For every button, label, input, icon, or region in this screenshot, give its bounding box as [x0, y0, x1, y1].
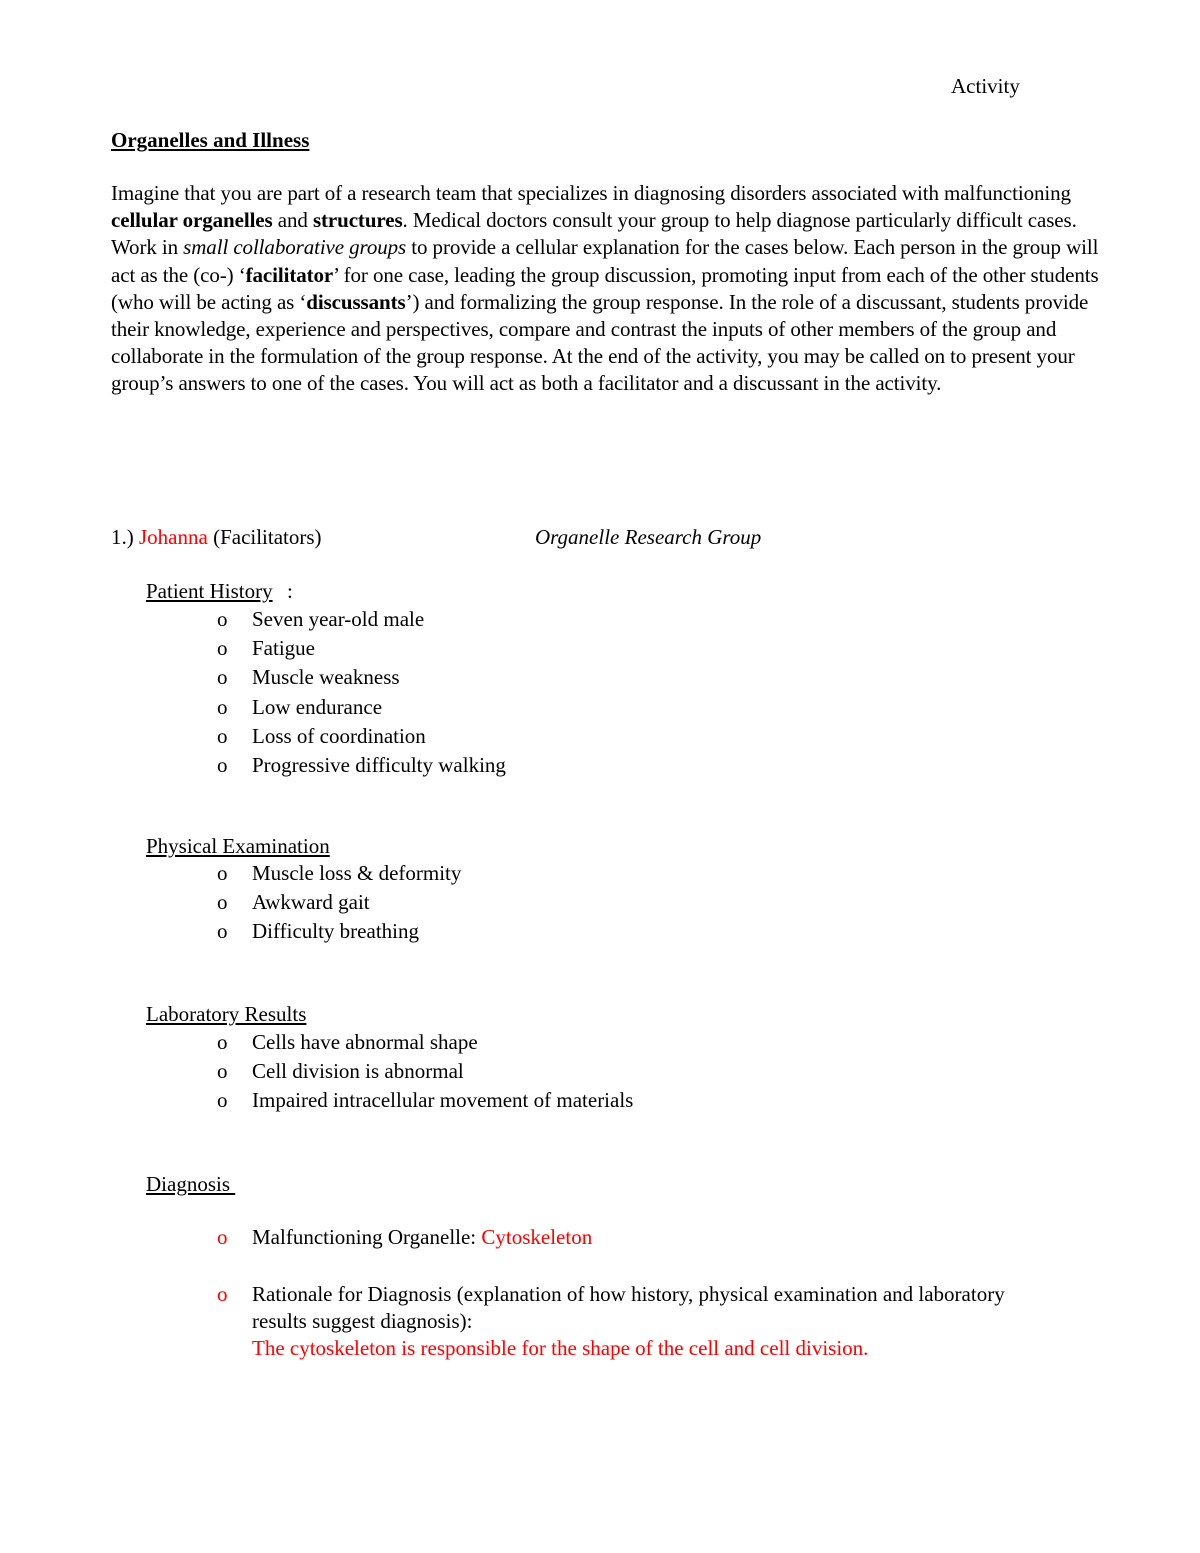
- list-item: [215, 752, 506, 781]
- organelle-answer: Cytoskeleton: [481, 1225, 593, 1249]
- list-item: [215, 1058, 633, 1087]
- patient-history-list: [215, 606, 506, 781]
- document-title: Organelles and Illness: [111, 128, 310, 152]
- list-item-text: Loss of coordination: [252, 723, 426, 748]
- intro-italic-groups: small collaborative groups: [183, 235, 407, 260]
- case-student-name: Johanna: [139, 525, 208, 549]
- case-role: (Facilitators): [207, 525, 322, 549]
- list-item-text: Difficulty breathing: [252, 919, 419, 944]
- list-item: [215, 1029, 633, 1058]
- list-item: [215, 664, 506, 693]
- list-item: [215, 1087, 633, 1116]
- list-item-text: Cell division is abnormal: [252, 1059, 464, 1084]
- list-item-text: Progressive difficulty walking: [252, 752, 506, 777]
- organelle-label: Malfunctioning Organelle:: [252, 1225, 482, 1249]
- list-item-text: Cells have abnormal shape: [252, 1030, 478, 1054]
- patient-history-label: Patient History: [146, 579, 273, 603]
- patient-history-colon: :: [287, 579, 293, 603]
- case-group-name: Organelle Research Group: [535, 525, 762, 549]
- intro-bold-structures: structures: [312, 208, 403, 233]
- lab-results-list: [215, 1029, 633, 1117]
- list-item: [215, 889, 461, 918]
- list-item-text: Awkward gait: [252, 890, 370, 915]
- list-item: [215, 635, 506, 664]
- intro-bold-discussants: discussants: [306, 289, 406, 314]
- intro-bold-organelles: cellular organelles: [111, 208, 273, 233]
- bullet-marker: o: [217, 919, 228, 944]
- intro-bold-facilitator: facilitator: [245, 262, 334, 287]
- case-number: 1.): [111, 525, 139, 549]
- intro-text-3: . Medical doctors consult your group to help diagnose particularly difficult cases. Work in: [111, 208, 1077, 260]
- list-item: [215, 606, 506, 635]
- bullet-marker: o: [217, 694, 228, 719]
- intro-paragraph: [111, 180, 1101, 398]
- physical-exam-heading: Physical Examination: [146, 834, 330, 858]
- bullet-marker: o: [217, 861, 228, 885]
- bullet-marker: o: [217, 1088, 228, 1113]
- list-item-text: Muscle weakness: [252, 665, 400, 690]
- intro-text-2: and: [272, 208, 313, 233]
- case-header: [111, 524, 1011, 551]
- list-item-text: Impaired intracellular movement of materials: [252, 1088, 634, 1113]
- intro-text-5: ’ for one case, leading the group discussion, promoting input from each of the other students (who will be acting as ‘: [111, 262, 1099, 314]
- diagnosis-bullet-marker: o: [217, 1225, 228, 1249]
- rationale-label: Rationale for Diagnosis (explanation of how history, physical examination and laboratory results suggest diagnosis):: [252, 1282, 1005, 1333]
- patient-history-heading: [146, 578, 273, 605]
- list-item-text: Fatigue: [252, 636, 315, 661]
- intro-text-6: ’) and formalizing the group response. In the role of a discussant, students provide their knowledge, experience and perspectives, compare and contrast the inputs of other members of the group and collaborate in the formulation of the group response. At the end of the activity, you may be called on to present your group’s answers to one of the cases. You will act as both a facilitator and a discussant in the activity.: [111, 289, 1089, 396]
- diagnosis-rationale: [215, 1281, 1035, 1362]
- bullet-marker: o: [217, 665, 228, 690]
- list-item: [215, 694, 506, 723]
- page-header-label: Activity: [951, 74, 1020, 98]
- list-item: [215, 860, 461, 889]
- bullet-marker: o: [217, 752, 228, 777]
- list-item-text: Muscle loss & deformity: [252, 861, 462, 885]
- diagnosis-heading: Diagnosis: [146, 1172, 236, 1196]
- diagnosis-organelle: [215, 1224, 1035, 1251]
- bullet-marker: o: [217, 1059, 228, 1084]
- intro-text-1: Imagine that you are part of a research team that specializes in diagnosing disorders associated with malfunctioning: [111, 181, 1071, 205]
- lab-results-heading: Laboratory Results: [146, 1002, 307, 1026]
- list-item-text: Low endurance: [252, 694, 383, 719]
- list-item: [215, 723, 506, 752]
- bullet-marker: o: [217, 636, 228, 661]
- bullet-marker: o: [217, 1030, 228, 1054]
- list-item-text: Seven year-old male: [252, 607, 425, 631]
- physical-exam-list: [215, 860, 461, 948]
- bullet-marker: o: [217, 890, 228, 915]
- rationale-answer: The cytoskeleton is responsible for the shape of the cell and cell division.: [252, 1336, 869, 1360]
- diagnosis-bullet-marker: o: [217, 1282, 228, 1306]
- list-item: [215, 918, 461, 947]
- intro-text-4: to provide a cellular explanation for the cases below. Each person in the group will act as the (co-) ‘: [111, 235, 1099, 287]
- bullet-marker: o: [217, 723, 228, 748]
- bullet-marker: o: [217, 607, 228, 631]
